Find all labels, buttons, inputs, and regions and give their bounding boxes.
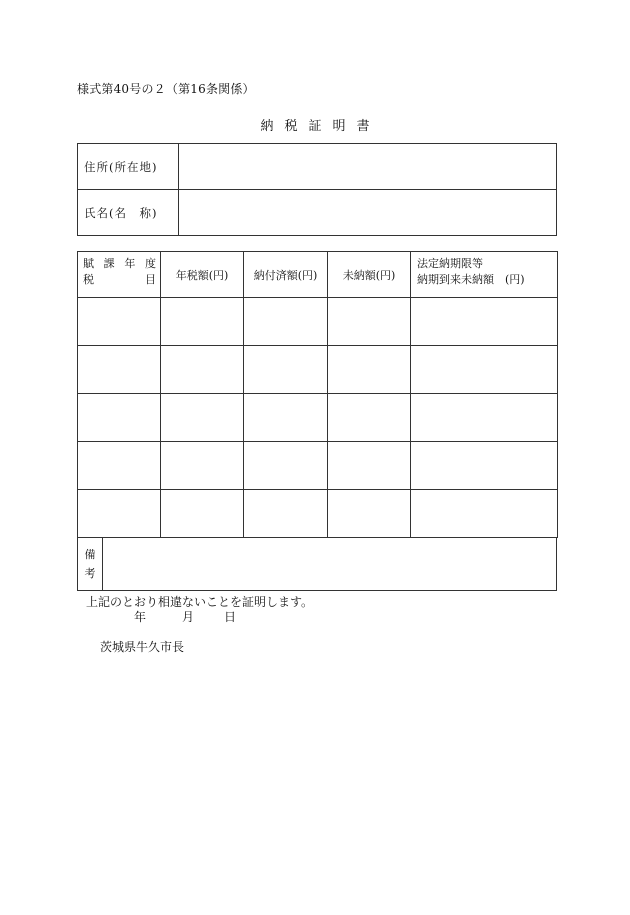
cell-year-tax-item[interactable] <box>78 442 161 490</box>
table-row <box>78 298 558 346</box>
tax-table <box>77 251 558 538</box>
cell-due-unpaid[interactable] <box>411 490 558 538</box>
date-line <box>134 608 236 625</box>
header-unpaid-amount: 未納額(円) <box>328 252 411 298</box>
table-header-row <box>78 252 558 298</box>
cell-unpaid-amount[interactable] <box>328 490 411 538</box>
cell-paid-amount[interactable] <box>244 298 328 346</box>
cell-due-unpaid[interactable] <box>411 298 558 346</box>
cell-annual-tax[interactable] <box>161 346 244 394</box>
cell-year-tax-item[interactable] <box>78 490 161 538</box>
certification-text: 上記のとおり相違ないことを証明します。 <box>86 595 314 609</box>
cell-year-tax-item[interactable] <box>78 298 161 346</box>
cell-due-unpaid[interactable] <box>411 442 558 490</box>
date-day-label: 日 <box>224 610 237 624</box>
cell-paid-amount[interactable] <box>244 490 328 538</box>
header-paid-amount: 納付済額(円) <box>244 252 328 298</box>
address-label: 住所(所在地) <box>78 144 179 190</box>
cell-due-unpaid[interactable] <box>411 346 558 394</box>
table-row <box>78 346 558 394</box>
taxpayer-table <box>77 143 557 236</box>
table-row <box>78 442 558 490</box>
name-label: 氏名(名 称) <box>78 190 179 236</box>
remarks-label: 備 考 <box>78 538 103 591</box>
form-number: 様式第40号の２（第16条関係） <box>77 82 255 96</box>
remarks-table <box>77 537 557 591</box>
date-year-label: 年 <box>134 610 147 624</box>
cell-paid-amount[interactable] <box>244 346 328 394</box>
remarks-row <box>78 538 557 591</box>
cell-unpaid-amount[interactable] <box>328 298 411 346</box>
cell-unpaid-amount[interactable] <box>328 394 411 442</box>
header-due-unpaid: 法定納期限等 納期到来未納額 (円) <box>411 252 558 298</box>
name-row <box>78 190 557 236</box>
cell-annual-tax[interactable] <box>161 298 244 346</box>
cell-unpaid-amount[interactable] <box>328 346 411 394</box>
cell-due-unpaid[interactable] <box>411 394 558 442</box>
document-title: 納税証明書 <box>260 119 381 134</box>
table-row <box>78 394 558 442</box>
name-field[interactable] <box>179 190 557 236</box>
header-year-tax-item: 賦 課 年 度 税 目 <box>78 252 161 298</box>
cell-annual-tax[interactable] <box>161 490 244 538</box>
header-annual-tax: 年税額(円) <box>161 252 244 298</box>
table-row <box>78 490 558 538</box>
issuer-name: 茨城県牛久市長 <box>100 640 185 654</box>
date-month-label: 月 <box>182 610 195 624</box>
address-field[interactable] <box>179 144 557 190</box>
cell-year-tax-item[interactable] <box>78 394 161 442</box>
cell-paid-amount[interactable] <box>244 394 328 442</box>
cell-annual-tax[interactable] <box>161 394 244 442</box>
cell-unpaid-amount[interactable] <box>328 442 411 490</box>
address-row <box>78 144 557 190</box>
cell-annual-tax[interactable] <box>161 442 244 490</box>
cell-year-tax-item[interactable] <box>78 346 161 394</box>
remarks-field[interactable] <box>103 538 557 591</box>
cell-paid-amount[interactable] <box>244 442 328 490</box>
